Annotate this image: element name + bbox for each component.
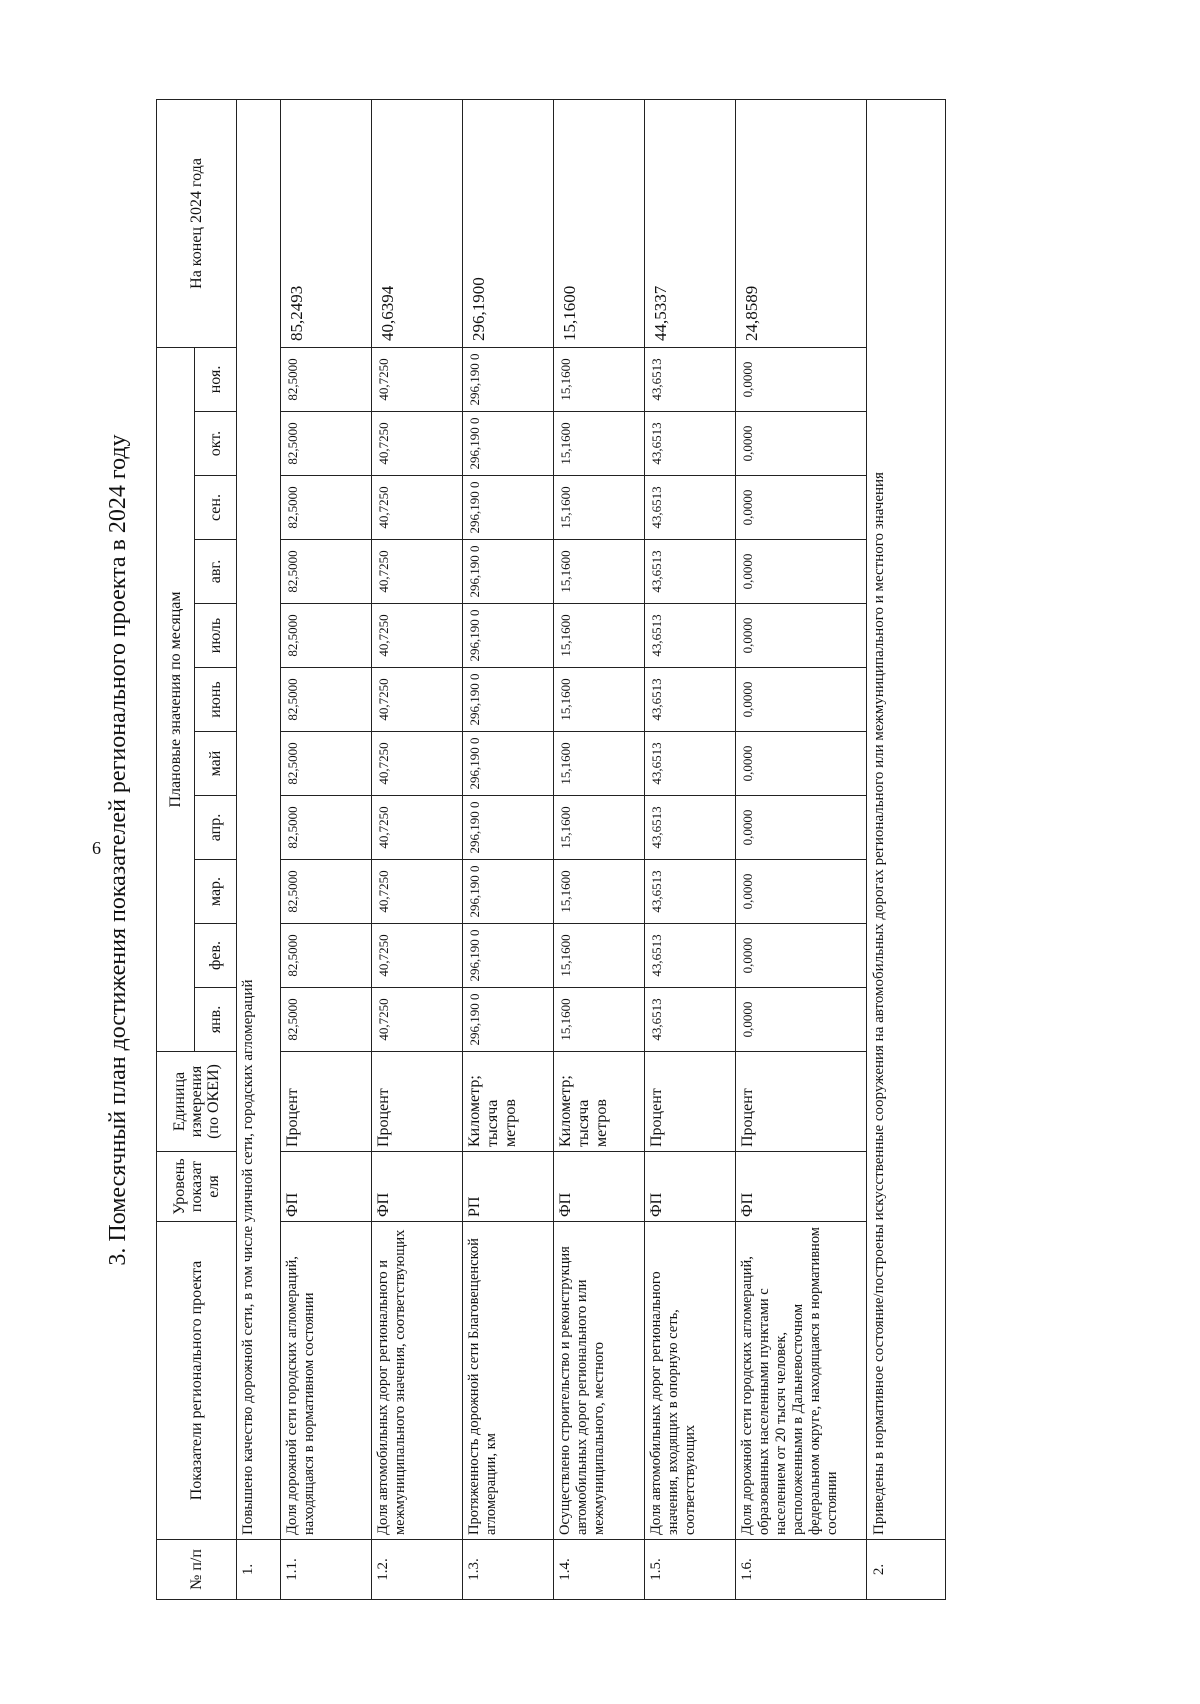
row-value: 296,190 0 — [463, 347, 554, 411]
header-month: апр. — [195, 796, 237, 860]
row-value: 0,0000 — [736, 540, 867, 604]
row-value: 15,1600 — [554, 796, 645, 860]
table-row — [645, 99, 736, 1599]
row-value: 43,6513 — [645, 540, 736, 604]
row-value: 82,5000 — [281, 796, 372, 860]
row-value: 40,7250 — [372, 668, 463, 732]
section-row — [867, 99, 946, 1599]
row-num: 1.5. — [645, 1540, 736, 1600]
section-num: 1. — [237, 1540, 281, 1600]
row-value: 15,1600 — [554, 347, 645, 411]
row-value: 40,7250 — [372, 988, 463, 1052]
row-value: 0,0000 — [736, 924, 867, 988]
row-value: 82,5000 — [281, 412, 372, 476]
row-value: 15,1600 — [554, 412, 645, 476]
row-num: 1.1. — [281, 1540, 372, 1600]
page-number: 6 — [92, 838, 101, 858]
header-monthly: Плановые значения по месяцам — [157, 347, 195, 1051]
row-num: 1.2. — [372, 1540, 463, 1600]
row-unit: Процент — [372, 1052, 463, 1152]
row-unit: Процент — [645, 1052, 736, 1152]
row-final-value: 40,6394 — [372, 99, 463, 347]
row-final-value: 44,5337 — [645, 99, 736, 347]
row-value: 0,0000 — [736, 988, 867, 1052]
row-indicator: Доля дорожной сети городских агломераций, находящаяся в нормативном состоянии — [281, 1222, 372, 1540]
row-value: 82,5000 — [281, 476, 372, 540]
row-final-value: 296,1900 — [463, 99, 554, 347]
row-indicator: Доля дорожной сети городских агломераций, образованных населенными пунктами с населением от 20 тысяч человек, расположенными в Дальневосточном федеральном округе, находящаяся в нормативном состоянии — [736, 1222, 867, 1540]
row-value: 43,6513 — [645, 732, 736, 796]
rotated-page-content — [100, 70, 1030, 1630]
row-value: 15,1600 — [554, 860, 645, 924]
section-row — [237, 99, 281, 1599]
table-row — [463, 99, 554, 1599]
row-value: 15,1600 — [554, 924, 645, 988]
row-value: 40,7250 — [372, 796, 463, 860]
row-value: 0,0000 — [736, 732, 867, 796]
row-value: 82,5000 — [281, 668, 372, 732]
row-unit: Километр; тысяча метров — [463, 1052, 554, 1152]
row-indicator: Протяженность дорожной сети Благовещенской агломерации, км — [463, 1222, 554, 1540]
row-value: 82,5000 — [281, 924, 372, 988]
table-row — [554, 99, 645, 1599]
row-value: 296,190 0 — [463, 732, 554, 796]
header-level: Уровень показат еля — [157, 1152, 237, 1222]
row-value: 40,7250 — [372, 732, 463, 796]
row-value: 40,7250 — [372, 347, 463, 411]
row-value: 0,0000 — [736, 412, 867, 476]
header-unit: Единица измерения (по ОКЕИ) — [157, 1052, 237, 1152]
row-value: 82,5000 — [281, 732, 372, 796]
row-value: 15,1600 — [554, 604, 645, 668]
header-num: № п/п — [157, 1540, 237, 1600]
header-end-of-year: На конец 2024 года — [157, 99, 237, 347]
row-value: 43,6513 — [645, 860, 736, 924]
row-value: 296,190 0 — [463, 668, 554, 732]
row-value: 15,1600 — [554, 732, 645, 796]
header-month: июнь — [195, 668, 237, 732]
row-unit: Процент — [281, 1052, 372, 1152]
row-value: 82,5000 — [281, 540, 372, 604]
row-level: ФП — [281, 1152, 372, 1222]
row-value: 296,190 0 — [463, 476, 554, 540]
header-month: авг. — [195, 540, 237, 604]
row-value: 15,1600 — [554, 668, 645, 732]
row-value: 82,5000 — [281, 988, 372, 1052]
header-indicator: Показатели регионального проекта — [157, 1222, 237, 1540]
header-month: сен. — [195, 476, 237, 540]
row-value: 15,1600 — [554, 476, 645, 540]
row-level: ФП — [645, 1152, 736, 1222]
row-final-value: 85,2493 — [281, 99, 372, 347]
row-unit: Процент — [736, 1052, 867, 1152]
row-indicator: Доля автомобильных дорог регионального и межмуниципального значения, соответствующих — [372, 1222, 463, 1540]
row-value: 82,5000 — [281, 860, 372, 924]
row-value: 82,5000 — [281, 604, 372, 668]
row-value: 296,190 0 — [463, 988, 554, 1052]
page-title: 3. Помесячный план достижения показателей регионального проекта в 2024 году — [105, 434, 131, 1266]
row-value: 40,7250 — [372, 860, 463, 924]
row-level: ФП — [372, 1152, 463, 1222]
row-value: 40,7250 — [372, 924, 463, 988]
row-value: 43,6513 — [645, 476, 736, 540]
table-row — [736, 99, 867, 1599]
row-value: 40,7250 — [372, 540, 463, 604]
row-value: 15,1600 — [554, 540, 645, 604]
header-month: июль — [195, 604, 237, 668]
row-value: 0,0000 — [736, 347, 867, 411]
row-value: 43,6513 — [645, 796, 736, 860]
section-title: Приведены в нормативное состояние/построены искусственные сооружения на автомобильных дорогах регионального или межмуниципального и местного значения — [867, 99, 946, 1539]
header-month: окт. — [195, 412, 237, 476]
row-value: 0,0000 — [736, 476, 867, 540]
row-level: ФП — [554, 1152, 645, 1222]
header-month: май — [195, 732, 237, 796]
row-num: 1.6. — [736, 1540, 867, 1600]
row-level: ФП — [736, 1152, 867, 1222]
row-level: РП — [463, 1152, 554, 1222]
row-value: 296,190 0 — [463, 540, 554, 604]
row-value: 296,190 0 — [463, 924, 554, 988]
row-value: 43,6513 — [645, 412, 736, 476]
row-value: 40,7250 — [372, 476, 463, 540]
row-value: 82,5000 — [281, 347, 372, 411]
row-indicator: Осуществлено строительство и реконструкция автомобильных дорог регионального или межмуниципального, местного — [554, 1222, 645, 1540]
monthly-plan-table — [156, 99, 946, 1600]
row-num: 1.4. — [554, 1540, 645, 1600]
row-value: 0,0000 — [736, 860, 867, 924]
row-final-value: 15,1600 — [554, 99, 645, 347]
section-title: Повышено качество дорожной сети, в том числе уличной сети, городских агломераций — [237, 99, 281, 1539]
row-final-value: 24,8589 — [736, 99, 867, 347]
row-value: 296,190 0 — [463, 604, 554, 668]
row-value: 296,190 0 — [463, 412, 554, 476]
row-value: 0,0000 — [736, 796, 867, 860]
header-month: фев. — [195, 924, 237, 988]
header-month: ноя. — [195, 347, 237, 411]
row-value: 40,7250 — [372, 604, 463, 668]
row-unit: Километр; тысяча метров — [554, 1052, 645, 1152]
row-value: 43,6513 — [645, 668, 736, 732]
row-value: 43,6513 — [645, 604, 736, 668]
section-num: 2. — [867, 1540, 946, 1600]
header-month: мар. — [195, 860, 237, 924]
row-value: 296,190 0 — [463, 860, 554, 924]
row-value: 0,0000 — [736, 604, 867, 668]
header-month: янв. — [195, 988, 237, 1052]
row-value: 0,0000 — [736, 668, 867, 732]
row-value: 43,6513 — [645, 924, 736, 988]
row-value: 15,1600 — [554, 988, 645, 1052]
row-value: 43,6513 — [645, 347, 736, 411]
row-value: 43,6513 — [645, 988, 736, 1052]
row-value: 296,190 0 — [463, 796, 554, 860]
row-value: 40,7250 — [372, 412, 463, 476]
table-row — [281, 99, 372, 1599]
table-row — [372, 99, 463, 1599]
row-indicator: Доля автомобильных дорог регионального значения, входящих в опорную сеть, соответствующих — [645, 1222, 736, 1540]
row-num: 1.3. — [463, 1540, 554, 1600]
